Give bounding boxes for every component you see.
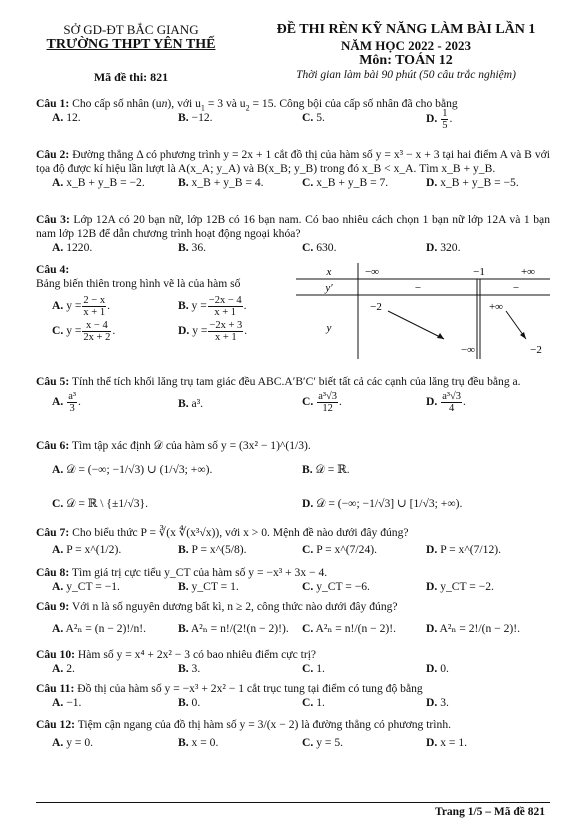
question-11 xyxy=(36,682,550,711)
option-b[interactable]: B. 36. xyxy=(178,241,207,254)
x-pos-inf: +∞ xyxy=(520,266,536,278)
option-c[interactable]: C. A²ₙ = n!/(n − 2)!. xyxy=(302,622,397,635)
y-right-end: −2 xyxy=(530,344,542,356)
option-b[interactable]: B. y = $\frac{-2x - 4}{x + 1}$ . xyxy=(178,295,247,318)
y-left-start: −2 xyxy=(370,301,382,313)
option-c[interactable]: C. 630. xyxy=(302,241,337,254)
sign-right: − xyxy=(512,282,520,294)
option-a[interactable]: A. $\frac{\text{a³}}{3}$ . xyxy=(52,391,81,414)
option-d[interactable]: D. $\frac{1}{5}$ . xyxy=(426,108,453,131)
option-a[interactable]: A. x_B + y_B = −2. xyxy=(52,176,145,189)
option-d[interactable]: D. x = 1. xyxy=(426,736,468,749)
option-d[interactable]: D. 3. xyxy=(426,696,449,709)
table-x-label: x xyxy=(326,266,332,278)
option-b[interactable]: B. P = x^(5/8). xyxy=(178,543,247,556)
option-c[interactable]: C. 𝒟 = ℝ \ {±1/√3}. xyxy=(52,497,148,510)
option-a[interactable]: A. 𝒟 = (−∞; −1/√3) ∪ (1/√3; +∞). xyxy=(52,463,213,476)
option-c[interactable]: C. y_CT = −6. xyxy=(302,580,370,593)
q8-stem: Tìm giá trị cực tiểu y_CT của hàm số y = −x³ + 3x − 4. xyxy=(71,566,328,579)
question-label: Câu 2: xyxy=(36,148,70,161)
option-b[interactable]: B. a³. xyxy=(178,397,204,410)
option-b[interactable]: B. y_CT = 1. xyxy=(178,580,239,593)
question-1: Câu 1: Cho cấp số nhân (un), với $u_1 = 3$ và $u_2 = 15$. Công bội của cấp số nhân đã cho bằng A. 12. B. −12. C. 5. D. $\frac{1}{5}$ . xyxy=(36,97,458,131)
option-d[interactable]: D. y = $\frac{-2x + 3}{x + 1}$ . xyxy=(178,320,248,343)
department-name: SỞ GD-ĐT BẮC GIANG xyxy=(63,22,199,37)
option-c[interactable]: C. y = 5. xyxy=(302,736,344,749)
option-d[interactable]: D. $\frac{\text{a³√3}}{4}$ . xyxy=(426,391,466,414)
q7-stem: Cho biểu thức P = ∛(x ∜(x³√x)), với x > 0. Mệnh đề nào dưới đây đúng? xyxy=(72,526,409,539)
option-a[interactable]: A. A²ₙ = (n − 2)!/n!. xyxy=(52,622,147,635)
question-label: Câu 7: xyxy=(36,526,70,539)
question-label: Câu 12: xyxy=(36,718,75,731)
x-minus-one: −1 xyxy=(473,266,485,278)
question-label: Câu 5: xyxy=(36,375,70,388)
q2-stem: Đường thẳng Δ có phương trình y = 2x + 1 cắt đồ thị của hàm số y = x³ − x + 3 tại hai điểm A và B với tọa độ được kí hiệu lần lượt là A(x_A; y_A) và B(x_B; y_B) trong đó x_B < x_A. Tìm x_B + y_B. xyxy=(36,148,550,175)
q4-stem: Bảng biến thiên trong hình vẽ là của hàm số xyxy=(36,277,241,290)
question-label: Câu 9: xyxy=(36,600,70,613)
question-9 xyxy=(36,600,550,637)
exam-code: Mã đề thi: 821 xyxy=(93,70,169,84)
option-d[interactable]: D. x_B + y_B = −5. xyxy=(426,176,519,189)
question-12 xyxy=(36,718,550,751)
option-a[interactable]: A. y_CT = −1. xyxy=(52,580,120,593)
q5-stem: Tính thể tích khối lăng trụ tam giác đều ABC.A′B′C′ biết tất cả các cạnh của lăng trụ đều bằng a. xyxy=(71,375,521,388)
option-d[interactable]: D. 0. xyxy=(426,662,449,675)
question-2 xyxy=(36,148,550,191)
option-c[interactable]: C. 1. xyxy=(302,662,325,675)
option-a[interactable]: A. 1220. xyxy=(52,241,93,254)
q1-stem: Cho cấp số nhân (u xyxy=(72,97,162,110)
option-d[interactable]: D. P = x^(7/12). xyxy=(426,543,502,556)
option-a[interactable]: A. 12. xyxy=(52,111,81,124)
option-b[interactable]: B. A²ₙ = n!/(2!(n − 2)!). xyxy=(178,622,289,635)
page-footer: Trang 1/5 – Mã đề 821 xyxy=(435,806,545,818)
option-c[interactable]: C. P = x^(7/24). xyxy=(302,543,378,556)
duration: Thời gian làm bài 90 phút (50 câu trắc nghiệm) xyxy=(296,69,516,81)
y-right-start: +∞ xyxy=(488,301,504,313)
q12-stem: Tiệm cận ngang của đồ thị hàm số y = 3/(x − 2) là đường thẳng có phương trình. xyxy=(77,718,452,731)
footer-rule xyxy=(36,802,550,803)
sign-left: − xyxy=(414,282,422,294)
q9-stem: Với n là số nguyên dương bất kì, n ≥ 2, công thức nào dưới đây đúng? xyxy=(71,600,398,613)
option-b[interactable]: B. 3. xyxy=(178,662,201,675)
question-6 xyxy=(36,439,550,529)
question-10 xyxy=(36,648,550,677)
option-a[interactable]: A. 2. xyxy=(52,662,75,675)
school-name: TRƯỜNG THPT YÊN THẾ xyxy=(46,37,216,52)
question-8 xyxy=(36,566,550,595)
option-c[interactable]: C. $\frac{\text{a³√3}}{12}$ . xyxy=(302,391,342,414)
option-b[interactable]: B. x = 0. xyxy=(178,736,219,749)
q1-stem: ), với u xyxy=(167,97,201,110)
option-d[interactable]: D. A²ₙ = 2!/(n − 2)!. xyxy=(426,622,521,635)
question-label: Câu 3: xyxy=(36,213,70,226)
table-yprime-label: y′ xyxy=(325,282,333,294)
y-left-end: −∞ xyxy=(460,344,476,356)
q6-stem: Tìm tập xác định 𝒟 của hàm số y = (3x² − 1)^(1/3). xyxy=(71,439,311,452)
option-d[interactable]: D. 320. xyxy=(426,241,461,254)
question-3 xyxy=(36,213,550,256)
option-b[interactable]: B. x_B + y_B = 4. xyxy=(178,176,264,189)
option-b[interactable]: B. 𝒟 = ℝ. xyxy=(302,463,350,476)
question-7 xyxy=(36,526,550,558)
option-d[interactable]: D. y_CT = −2. xyxy=(426,580,494,593)
option-b[interactable]: B. −12. xyxy=(178,111,213,124)
option-a[interactable]: A. y = 0. xyxy=(52,736,94,749)
question-label: Câu 4: xyxy=(36,263,70,276)
question-label: Câu 1: xyxy=(36,97,70,110)
q3-stem: Lớp 12A có 20 bạn nữ, lớp 12B có 16 bạn nam. Có bao nhiêu cách chọn 1 bạn nữ lớp 12A và 1 bạn nam lớp 12B để dẫn chương trình hoạt động ngoại khóa? xyxy=(36,213,550,240)
q11-stem: Đồ thị của hàm số y = −x³ + 2x² − 1 cắt trục tung tại điểm có tung độ bằng xyxy=(77,682,423,695)
option-c[interactable]: C. y = $\frac{x - 4}{2x + 2}$ . xyxy=(52,320,116,343)
option-a[interactable]: A. P = x^(1/2). xyxy=(52,543,122,556)
exam-header xyxy=(36,22,550,94)
option-d[interactable]: D. 𝒟 = (−∞; −1/√3] ∪ [1/√3; +∞). xyxy=(302,497,463,510)
x-neg-inf: −∞ xyxy=(364,266,380,278)
exam-page xyxy=(36,22,550,749)
option-c[interactable]: C. 1. xyxy=(302,696,325,709)
exam-title: ĐỀ THI RÈN KỸ NĂNG LÀM BÀI LẦN 1 xyxy=(276,22,536,37)
question-label: Câu 11: xyxy=(36,682,75,695)
arrow-left xyxy=(388,311,444,339)
question-label: Câu 10: xyxy=(36,648,75,661)
option-a[interactable]: A. y = $\frac{2 - x}{x + 1}$ . xyxy=(52,295,110,318)
question-5 xyxy=(36,375,550,419)
option-c[interactable]: C. x_B + y_B = 7. xyxy=(302,176,389,189)
q1-stem: = 15. Công bội của cấp số nhân đã cho bằng xyxy=(249,97,458,110)
option-b[interactable]: B. 0. xyxy=(178,696,201,709)
option-a[interactable]: A. −1. xyxy=(52,696,82,709)
table-y-label: y xyxy=(326,322,332,334)
school-year: NĂM HỌC 2022 - 2023 xyxy=(341,38,471,53)
question-label: Câu 6: xyxy=(36,439,70,452)
option-c[interactable]: C. 5. xyxy=(302,111,325,124)
question-label: Câu 8: xyxy=(36,566,70,579)
q10-stem: Hàm số y = x⁴ + 2x² − 3 có bao nhiêu điểm cực trị? xyxy=(77,648,317,661)
subject: Môn: TOÁN 12 xyxy=(359,53,453,68)
question-4 xyxy=(36,263,550,365)
q1-stem: = 3 và u xyxy=(204,97,246,110)
variation-table xyxy=(296,263,550,359)
